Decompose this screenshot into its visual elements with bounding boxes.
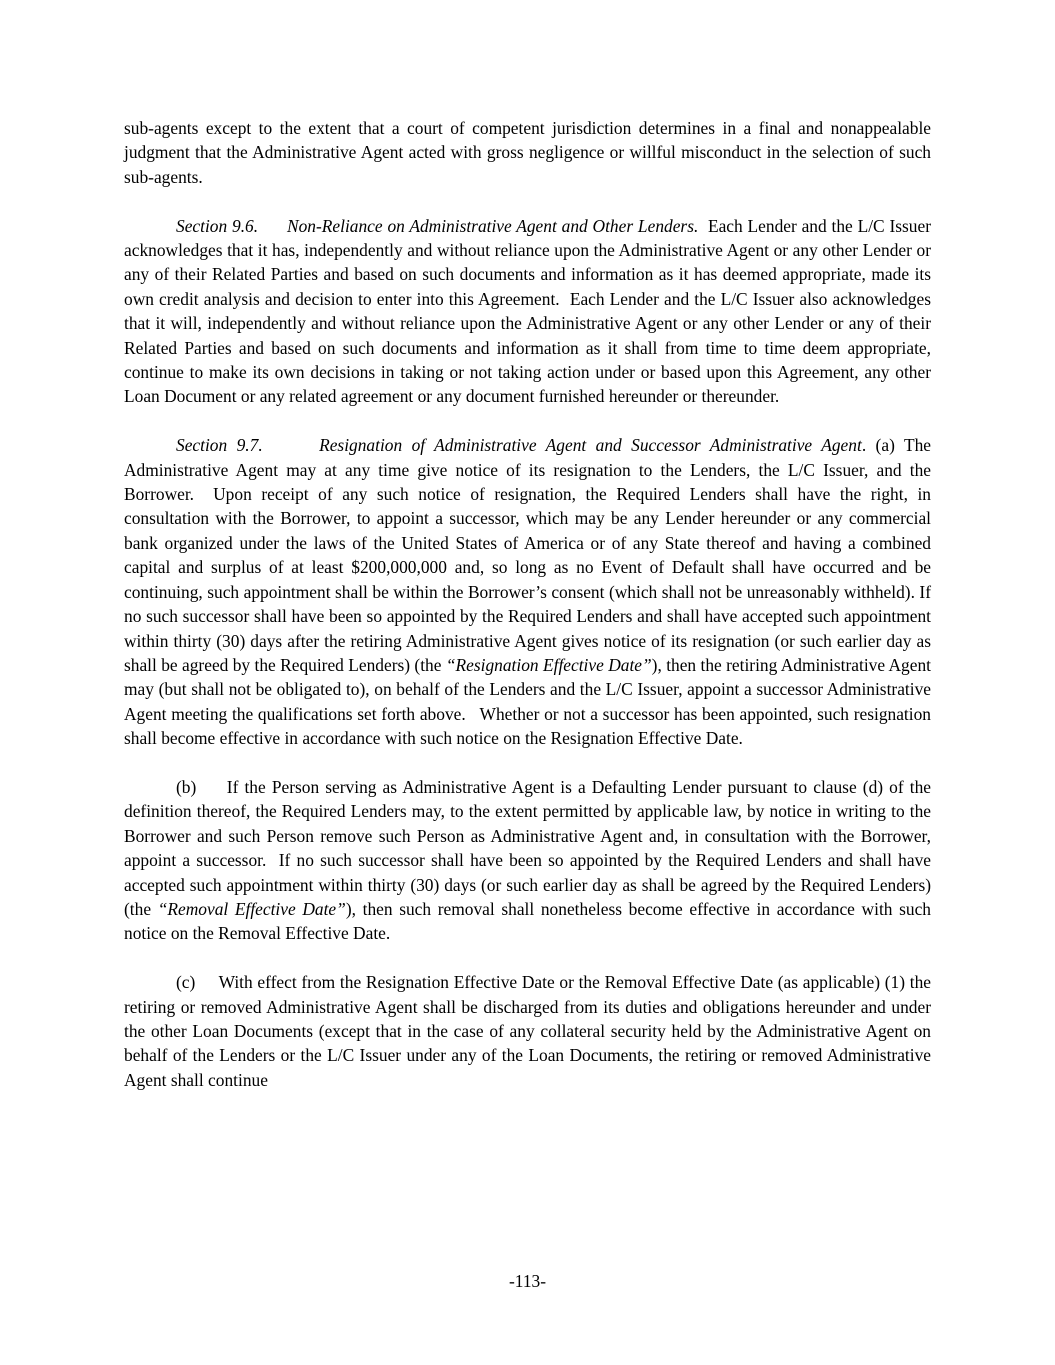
italic-text-run: “Removal Effective Date”: [157, 898, 346, 919]
paragraph: [124, 970, 931, 1092]
paragraph: [124, 214, 931, 409]
text-run: ), then the retiring Administrative Agent may (but shall not be obligated to), on behalf of the Lenders and the L/C Issuer, appoint a successor Administrative Agent meeting the qualifications set forth above. Whether or not a successor has been appointed, such resignation shall become effective in accordance with such notice on the Resignation Effective Date.: [124, 654, 931, 749]
page-number: -113-: [508, 1270, 547, 1291]
paragraph: [124, 116, 931, 189]
text-run: ), then such removal shall nonetheless become effective in accordance with such notice on the Removal Effective Date.: [124, 898, 931, 944]
paragraph: [124, 433, 931, 750]
italic-text-run: Section 9.6. Non-Reliance on Administrative Agent and Other Lenders.: [176, 215, 699, 236]
text-run: Each Lender and the L/C Issuer acknowledges that it has, independently and without reliance upon the Administrative Agent or any other Lender or any of their Related Parties and based on such documents and information as it has deemed appropriate, made its own credit analysis and decision to enter into this Agreement. Each Lender and the L/C Issuer also acknowledges that it will, independently and without reliance upon the Administrative Agent or any other Lender or any of their Related Parties and based on such documents and information as it shall from time to time deem appropriate, continue to make its own decisions in taking or not taking action under or based upon this Agreement, any other Loan Document or any related agreement or any document furnished hereunder or thereunder.: [124, 215, 931, 407]
document-body: [124, 116, 931, 1117]
text-run: (b) If the Person serving as Administrative Agent is a Defaulting Lender pursuant to clause (d) of the definition thereof, the Required Lenders may, to the extent permitted by applicable law, by notice in writing to the Borrower and such Person remove such Person as Administrative Agent and, in consultation with the Borrower, appoint a successor. If no such successor shall have been so appointed by the Required Lenders and shall have accepted such appointment within thirty (30) days (or such earlier day as shall be agreed by the Required Lenders) (the: [124, 776, 931, 919]
paragraph: [124, 775, 931, 946]
italic-text-run: Section 9.7. Resignation of Administrative Agent and Successor Administrative Agent: [176, 435, 862, 456]
text-run: (c) With effect from the Resignation Effective Date or the Removal Effective Date (as applicable) (1) the retiring or removed Administrative Agent shall be discharged from its duties and obligations hereunder and under the other Loan Documents (except that in the case of any collateral security held by the Administrative Agent on behalf of the Lenders or the L/C Issuer under any of the Loan Documents, the retiring or removed Administrative Agent shall continue: [124, 972, 931, 1090]
text-run: . (a) The Administrative Agent may at any time give notice of its resignation to the Lenders, the L/C Issuer, and the Borrower. Upon receipt of any such notice of resignation, the Required Lenders shall have the right, in consultation with the Borrower, to appoint a successor, which may be any Lender hereunder or any commercial bank organized under the laws of the United States of America or of any State thereof and having a combined capital and surplus of at least $200,000,000 and, so long as no Event of Default shall have occurred and be continuing, such appointment shall be within the Borrower’s consent (which shall not be unreasonably withheld). If no such successor shall have been so appointed by the Required Lenders and shall have accepted such appointment within thirty (30) days after the retiring Administrative Agent gives notice of its resignation (or such earlier day as shall be agreed by the Required Lenders) (the: [124, 435, 931, 675]
italic-text-run: “Resignation Effective Date”: [445, 654, 652, 675]
text-run: sub-agents except to the extent that a court of competent jurisdiction determines in a final and nonappealable judgment that the Administrative Agent acted with gross negligence or willful misconduct in the selection of such sub-agents.: [124, 118, 931, 187]
